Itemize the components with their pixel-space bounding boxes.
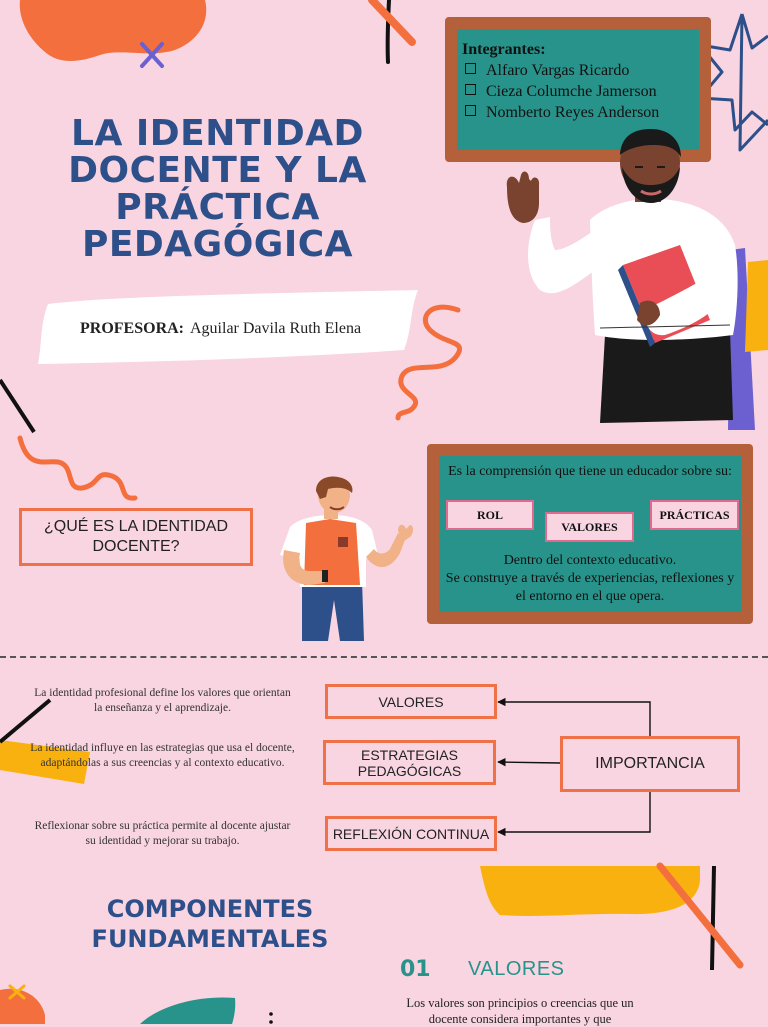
black-slash-shape xyxy=(0,380,34,432)
importance-desc-1: La identidad profesional define los valores que orientan la enseñanza y el aprendizaje. xyxy=(34,687,291,714)
title-line-4: PEDAGÓGICA xyxy=(81,224,354,265)
orange-blob-shape xyxy=(20,0,207,61)
title-line-3: PRÁCTICA xyxy=(115,187,320,228)
checkbox-icon xyxy=(465,63,476,74)
members-header: Integrantes: xyxy=(462,41,546,58)
chip-valores: VALORES xyxy=(545,512,634,542)
black-line-lower xyxy=(712,866,714,970)
definition-detail: Se construye a través de experiencias, reflexiones y el entorno en el que opera. xyxy=(445,571,735,604)
student-teacher-illustration xyxy=(270,475,420,645)
black-line-shape xyxy=(388,0,389,62)
member-item: Cieza Columche Jamerson xyxy=(462,81,659,102)
orange-circle-shape xyxy=(0,989,45,1024)
importance-desc-3: Reflexionar sobre su práctica permite al docente ajustar su identidad y mejorar su trabajo. xyxy=(34,820,291,847)
members-list xyxy=(462,39,659,123)
importance-desc-2: La identidad influye en las estrategias que usa el docente, adaptándolas a sus creencias y al contexto educativo. xyxy=(30,742,295,769)
checkbox-icon xyxy=(465,105,476,116)
red-stroke-shape xyxy=(372,0,412,42)
definition-context xyxy=(442,552,738,606)
component-number: 01 xyxy=(400,957,431,982)
definition-intro: Es la comprensión que tiene un educador sobre su: xyxy=(448,464,732,479)
component-label: VALORES xyxy=(468,958,565,980)
chip-rol: ROL xyxy=(446,500,534,530)
definition-context-line: Dentro del contexto educativo. xyxy=(503,553,677,568)
chip-practicas: PRÁCTICAS xyxy=(650,500,739,530)
professor-name: Aguilar Davila Ruth Elena xyxy=(190,320,362,337)
professor-label: PROFESORA: xyxy=(80,320,184,337)
importance-box-estrategias: ESTRATEGIAS PEDAGÓGICAS xyxy=(323,740,496,785)
components-title: COMPONENTES FUNDAMENTALES xyxy=(91,895,329,953)
teacher-illustration xyxy=(495,125,755,425)
member-item: Nomberto Reyes Anderson xyxy=(462,102,659,123)
member-item: Alfaro Vargas Ricardo xyxy=(462,60,659,81)
connector-arrows xyxy=(490,690,670,850)
checkbox-icon xyxy=(465,84,476,95)
page-title xyxy=(40,115,395,263)
question-box: ¿QUÉ ES LA IDENTIDAD DOCENTE? xyxy=(19,508,253,566)
title-line-2: DOCENTE Y LA xyxy=(68,150,367,191)
title-line-1: LA IDENTIDAD xyxy=(71,113,364,154)
component-desc: Los valores son principios o creencias que un docente considera importantes y que xyxy=(406,996,634,1026)
importance-box-center: IMPORTANCIA xyxy=(560,736,740,792)
orange-wave-shape xyxy=(20,438,135,498)
importance-box-reflexion: REFLEXIÓN CONTINUA xyxy=(325,816,497,851)
section-divider xyxy=(0,656,768,658)
red-slash-lower xyxy=(660,866,740,965)
professor-info xyxy=(80,320,361,338)
teal-leaf-shape xyxy=(140,997,235,1024)
importance-box-valores: VALORES xyxy=(325,684,497,719)
